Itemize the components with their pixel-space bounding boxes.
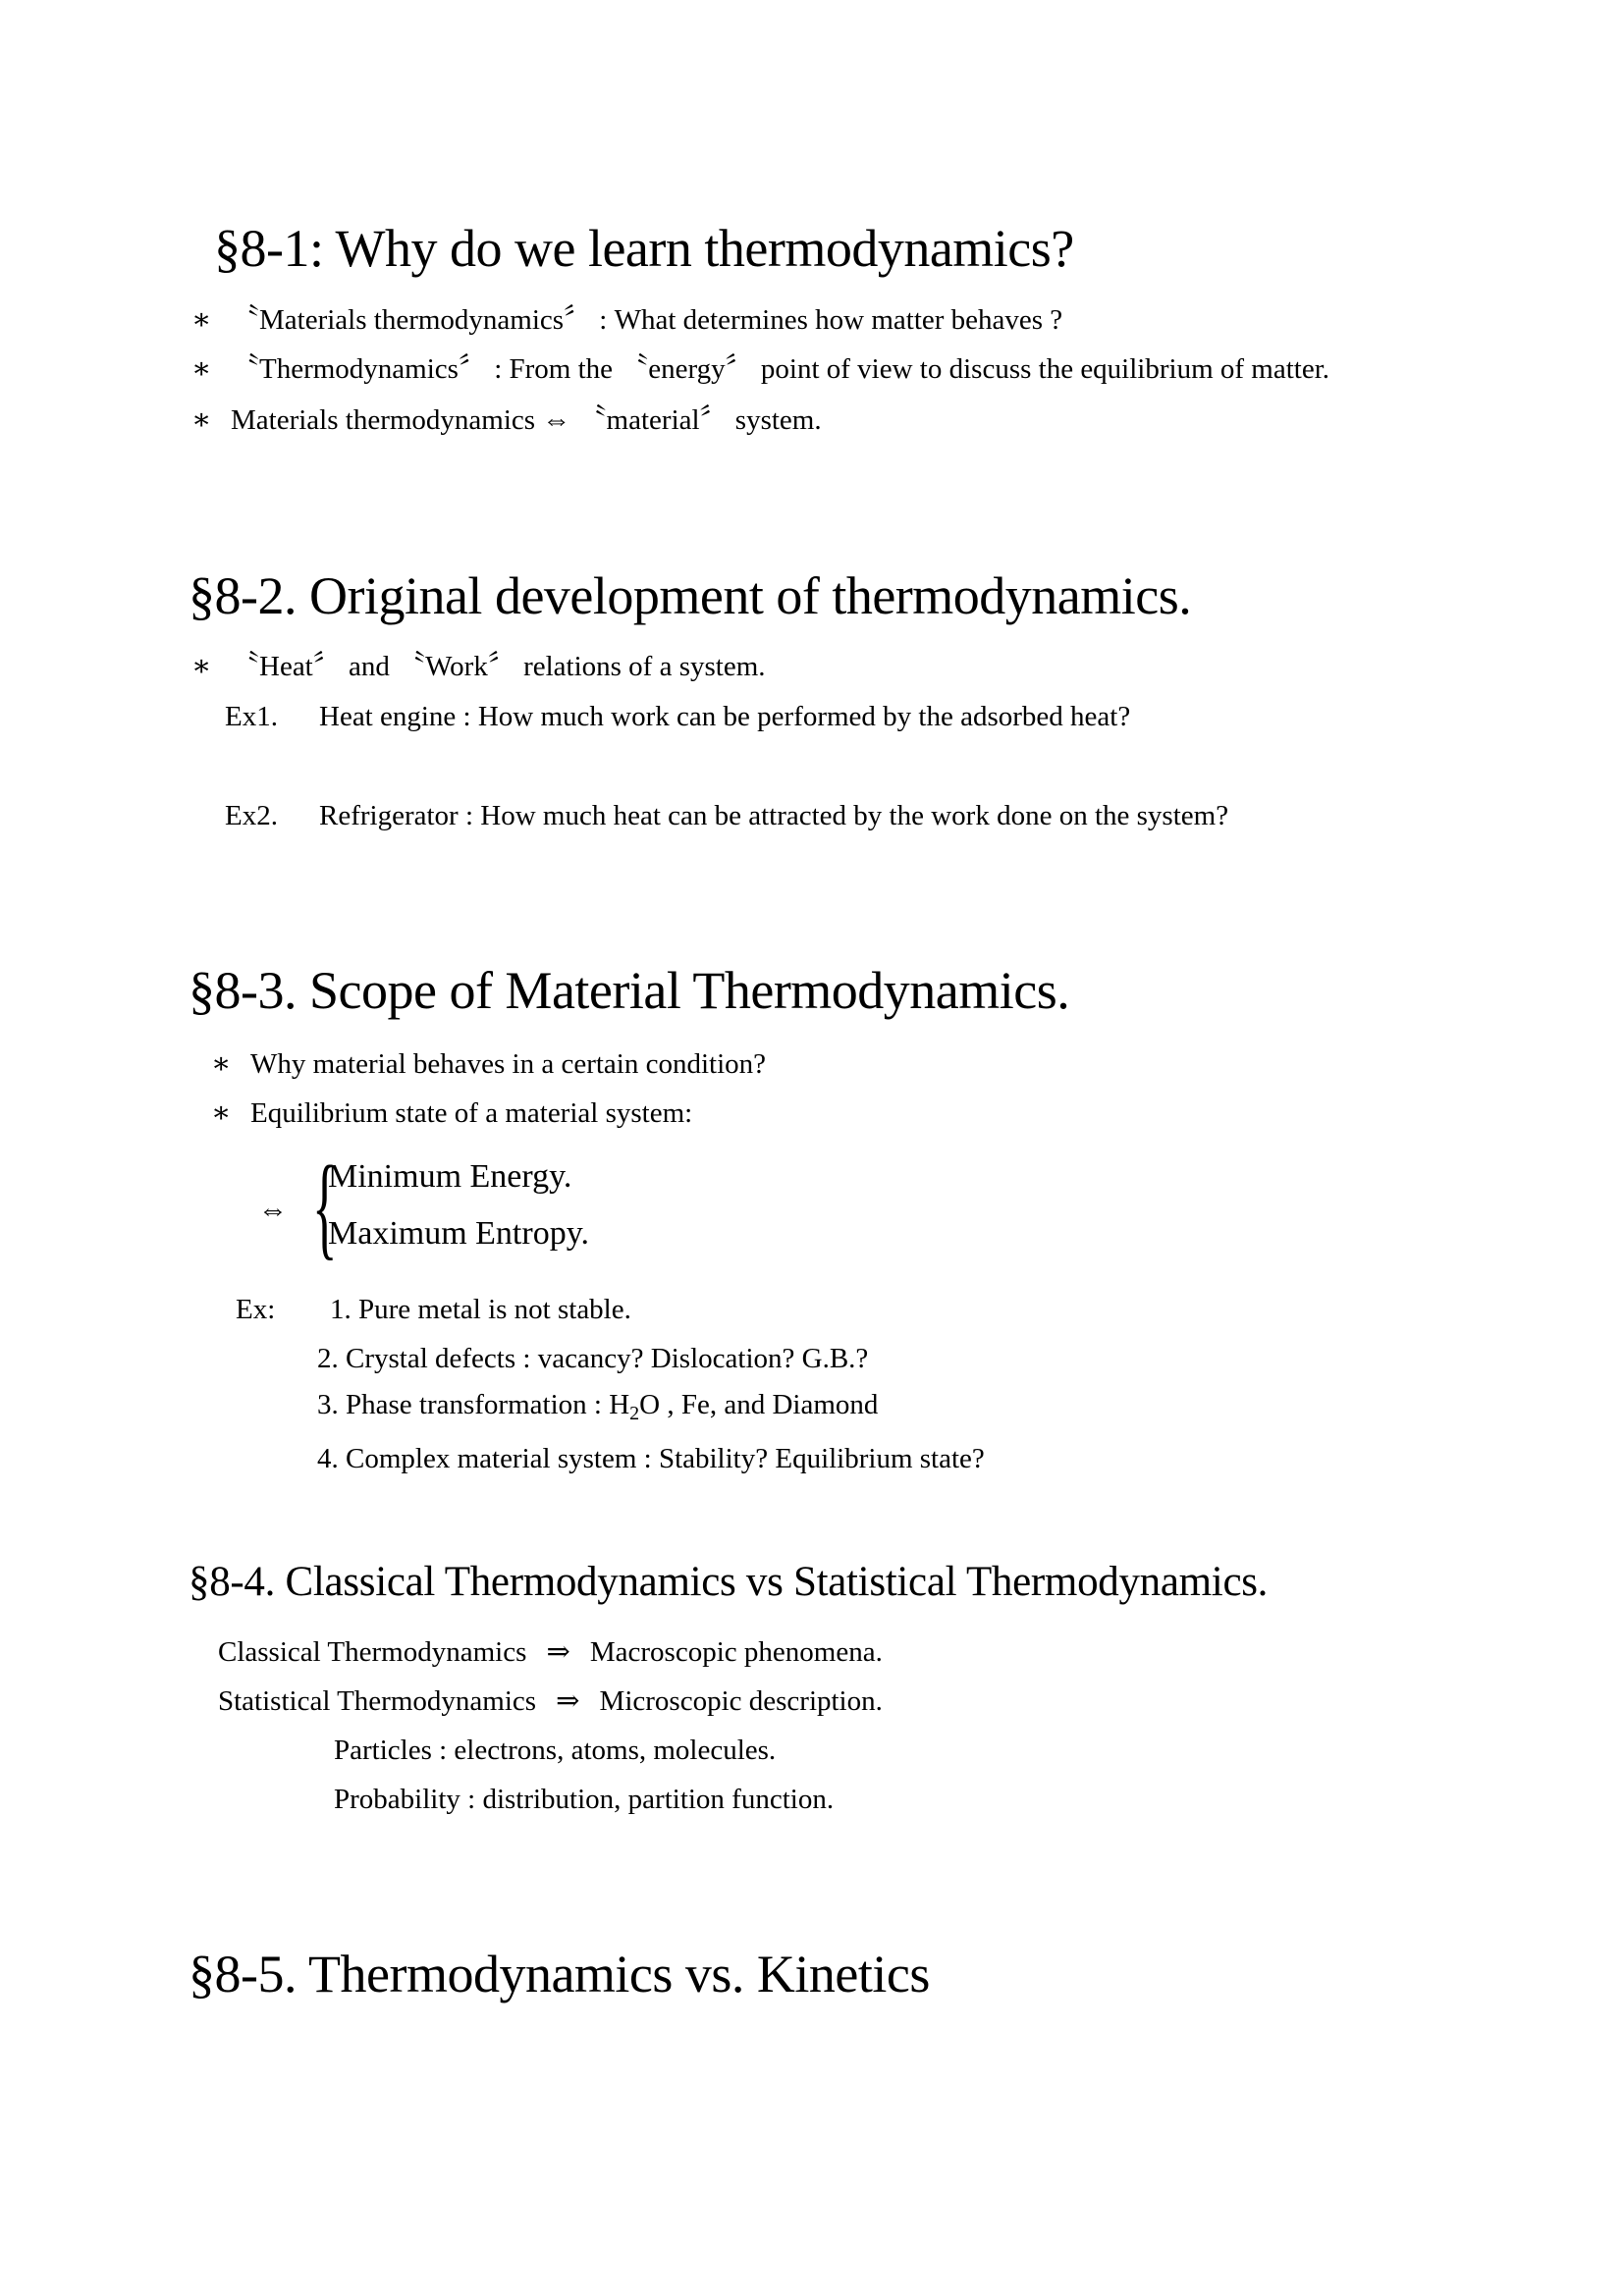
bullet-text: 〝Materials thermodynamics〞 : What determines how matter behaves ? [231,304,1063,336]
example-suffix: O , Fe, and Diamond [639,1389,879,1420]
bullet-text: Equilibrium state of a material system: [250,1097,693,1129]
section-8-2-example [225,703,1130,731]
example-text: Heat engine : How much work can be performed by the adsorbed heat? [319,701,1131,732]
condition-maximum-entropy: Maximum Entropy. [328,1215,589,1252]
example-item: 2. Crystal defects : vacancy? Dislocation? G.B.? [317,1343,869,1374]
asterisk-bullet-icon: ∗ [191,650,212,682]
section-8-2-bullet [191,652,766,681]
bullet-text: Why material behaves in a certain condition? [250,1048,767,1080]
row-left: Statistical Thermodynamics [218,1685,537,1717]
equivalence-arrow-icon: ⇔ [258,1194,288,1226]
section-8-1-bullet [191,354,1329,384]
asterisk-bullet-icon: ∗ [211,1096,232,1129]
row-right: Microscopic description. [599,1685,883,1717]
section-8-1-bullet [191,405,822,435]
comparison-row [218,1638,883,1667]
implies-arrow-icon: ⇒ [556,1685,580,1717]
comparison-row [218,1687,883,1716]
section-8-1-title: §8-1: Why do we learn thermodynamics? [214,219,1074,278]
example-prefix: 3. Phase transformation : H [317,1389,630,1420]
left-brace-icon: { [312,1142,338,1270]
section-8-5-title: §8-5. Thermodynamics vs. Kinetics [189,1945,930,2003]
section-8-3-bullet [211,1098,692,1128]
section-8-3-bullet [211,1049,766,1079]
asterisk-bullet-icon: ∗ [191,303,212,336]
section-8-2-title: §8-2. Original development of thermodynamics. [189,566,1192,625]
row-left: Classical Thermodynamics [218,1636,527,1668]
section-8-3-title: §8-3. Scope of Material Thermodynamics. [189,961,1070,1020]
detail-line: Probability : distribution, partition function. [334,1784,835,1815]
detail-line: Particles : electrons, atoms, molecules. [334,1735,777,1766]
example-label: Ex1. [225,701,278,732]
example-label: Ex2. [225,800,278,831]
row-right: Macroscopic phenomena. [589,1636,883,1668]
example-item [317,1391,878,1423]
asterisk-bullet-icon: ∗ [211,1047,232,1080]
condition-minimum-energy: Minimum Energy. [328,1158,572,1195]
subscript: 2 [629,1403,640,1424]
examples-label: Ex: [236,1294,276,1325]
bullet-text: Materials thermodynamics ⇔ 〝material〞 system. [231,404,822,436]
bullet-text: 〝Heat〞 and 〝Work〞 relations of a system. [231,651,766,682]
implies-arrow-icon: ⇒ [546,1636,570,1668]
asterisk-bullet-icon: ∗ [191,352,212,385]
bullet-text: 〝Thermodynamics〞 : From the 〝energy〞 point of view to discuss the equilibrium of matter. [231,353,1330,385]
example-item: 4. Complex material system : Stability? Equilibrium state? [317,1443,985,1474]
section-8-1-bullet [191,305,1062,335]
example-text: Refrigerator : How much heat can be attracted by the work done on the system? [319,800,1229,831]
section-8-2-example [225,802,1228,830]
asterisk-bullet-icon: ∗ [191,403,212,436]
section-8-4-title: §8-4. Classical Thermodynamics vs Statistical Thermodynamics. [189,1559,1269,1605]
example-item: 1. Pure metal is not stable. [330,1294,631,1325]
